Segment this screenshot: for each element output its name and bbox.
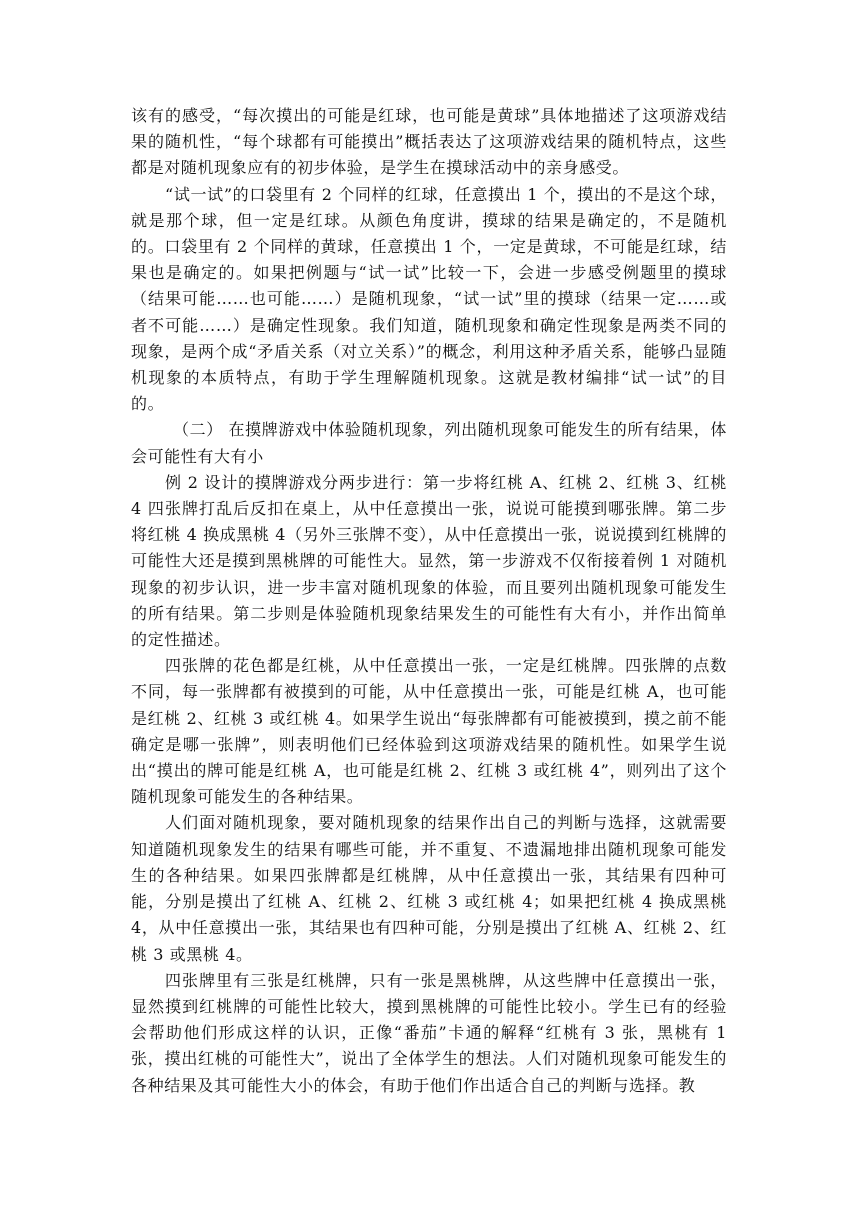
paragraph-5: 人们面对随机现象，要对随机现象的结果作出自己的判断与选择，这就需要知道随机现象发生的结果有哪些可能，并不重复、不遗漏地排出随机现象可能发生的各种结果。如果四张牌都是红桃牌，从中任意摸出一张，其结果有四种可能，分别是摸出了红桃 A、红桃 2、红桃 3 或红桃 4；如果把红桃 4 换成黑桃 4，从中任意摸出一张，其结果也有四种可能，分别是摸出了红桃 A、红桃 2、红桃 3 或黑桃 4。 — [131, 813, 727, 964]
paragraph-4: 四张牌的花色都是红桃，从中任意摸出一张，一定是红桃牌。四张牌的点数不同，每一张牌都有被摸到的可能，从中任意摸出一张，可能是红桃 A，也可能是红桃 2、红桃 3 或红桃 4。如果学生说出“每张牌都有可能被摸到，摸之前不能确定是哪一张牌”，则表明他们已经体验到这项游戏结果的随机性。如果学生说出“摸出的牌可能是红桃 A，也可能是红桃 2、红桃 3 或红桃 4”，则列出了这个随机现象可能发生的各种结果。 — [131, 656, 727, 807]
paragraph-2: “试一试”的口袋里有 2 个同样的红球，任意摸出 1 个，摸出的不是这个球，就是那个球，但一定是红球。从颜色角度讲，摸球的结果是确定的，不是随机的。口袋里有 2 个同样的黄球，任意摸出 1 个，一定是黄球，不可能是红球，结果也是确定的。如果把例题与“试一试”比较一下，会进一步感受例题里的摸球（结果可能……也可能……）是随机现象，“试一试”里的摸球（结果一定……或者不可能……）是确定性现象。我们知道，随机现象和确定性现象是两类不同的现象，是两个成“矛盾关系（对立关系）”的概念，利用这种矛盾关系，能够凸显随机现象的本质特点，有助于学生理解随机现象。这就是教材编排“试一试”的目的。 — [131, 184, 727, 414]
paragraph-6: 四张牌里有三张是红桃牌，只有一张是黑桃牌，从这些牌中任意摸出一张，显然摸到红桃牌的可能性比较大，摸到黑桃牌的可能性比较小。学生已有的经验会帮助他们形成这样的认识，正像“番茄”卡通的解释“红桃有 3 张，黑桃有 1 张，摸出红桃的可能性大”，说出了全体学生的想法。人们对随机现象可能发生的各种结果及其可能性大小的体会，有助于他们作出适合自己的判断与选择。教 — [131, 970, 727, 1095]
paragraph-3: 例 2 设计的摸牌游戏分两步进行：第一步将红桃 A、红桃 2、红桃 3、红桃 4 四张牌打乱后反扣在桌上，从中任意摸出一张，说说可能摸到哪张牌。第二步将红桃 4 换成黑桃 4（另外三张牌不变），从中任意摸出一张，说说摸到红桃牌的可能性大还是摸到黑桃牌的可能性大。显然，第一步游戏不仅衔接着例 1 对随机现象的初步认识，进一步丰富对随机现象的体验，而且要列出随机现象可能发生的所有结果。第二步则是体验随机现象结果发生的可能性有大有小，并作出简单的定性描述。 — [131, 472, 727, 650]
document-body — [131, 103, 727, 1099]
section-heading: （二） 在摸牌游戏中体验随机现象，列出随机现象可能发生的所有结果，体会可能性有大有小 — [131, 420, 727, 466]
paragraph-1: 该有的感受，“每次摸出的可能是红球，也可能是黄球”具体地描述了这项游戏结果的随机性，“每个球都有可能摸出”概括表达了这项游戏结果的随机特点，这些都是对随机现象应有的初步体验，是学生在摸球活动中的亲身感受。 — [131, 106, 727, 178]
